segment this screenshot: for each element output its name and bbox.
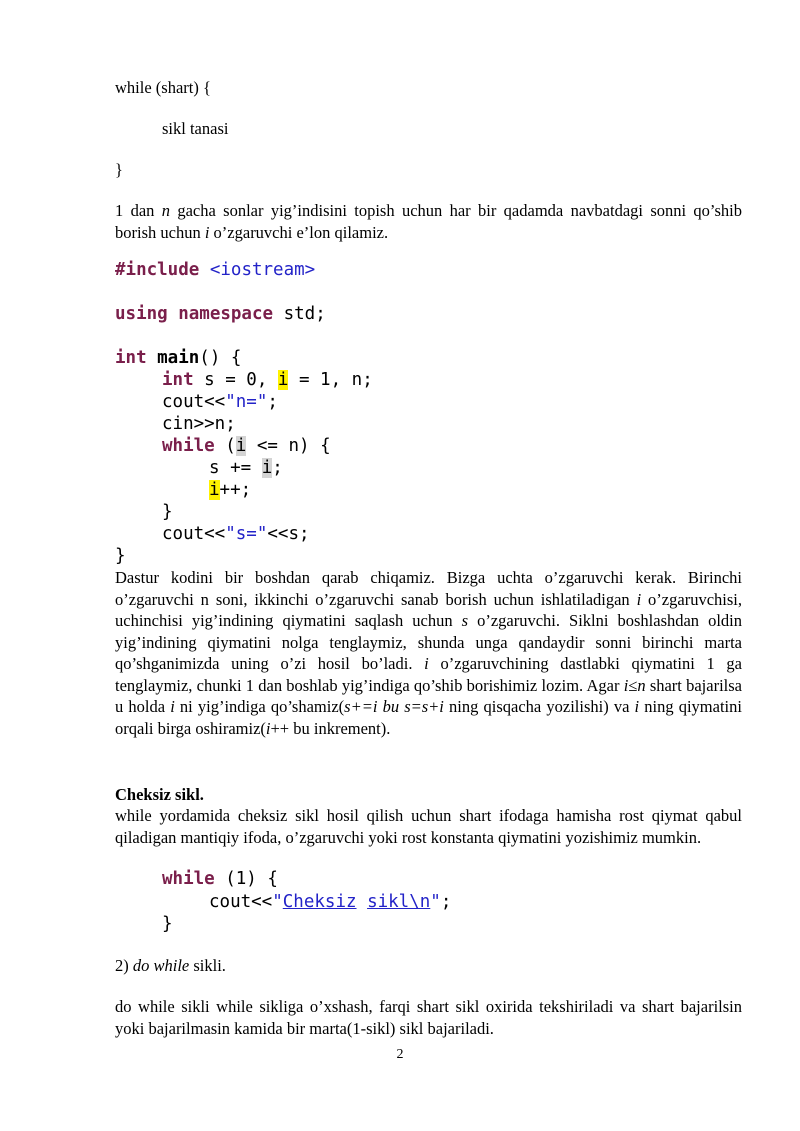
- code-string: ": [430, 892, 441, 912]
- code-text: <= n) {: [246, 436, 331, 456]
- code-line-main: [115, 347, 241, 369]
- code-line-close-infinite: }: [162, 914, 173, 934]
- code-line-while-1: [162, 868, 278, 890]
- code-variable-highlight: i: [277, 370, 289, 390]
- code-text: s +=: [209, 458, 262, 478]
- code-text: ;: [267, 392, 278, 412]
- text-run: o’zgaruvchi. Siklni boshlashdan oldin yig’indining qiymatini nolga tenglaymiz, shunda unga qandaydir sonni birinchi marta qo’shganimizda uning o’zi hosil bo’ladi.: [115, 611, 743, 673]
- text-italic: s: [461, 611, 469, 630]
- text-italic: i: [634, 697, 640, 716]
- code-keyword: int: [115, 348, 147, 368]
- code-variable-highlight: i: [261, 458, 273, 478]
- page-number: 2: [396, 1047, 404, 1062]
- code-line-close-while: }: [162, 502, 173, 522]
- code-text: ;: [272, 458, 283, 478]
- code-string: ": [272, 892, 283, 912]
- syntax-line-body: sikl tanasi: [162, 119, 229, 138]
- text-run: Dastur kodini bir boshdan qarab chiqamiz. Bizga uchta o’zgaruvchi kerak. Birinchi o’zgaruvchi n soni, ikkinchi o’zgaruvchi sanab borish uchun ishlatiladigan: [115, 568, 742, 609]
- text-italic: i: [265, 718, 271, 738]
- section-heading: Cheksiz sikl.: [115, 785, 204, 804]
- text-italic: s+=i bu s=s+i: [344, 697, 444, 716]
- text-run: ++ bu inkrement).: [270, 718, 391, 738]
- text-run: ni yig’indiga qo’shamiz(: [174, 697, 345, 716]
- code-text: <<s;: [267, 524, 310, 544]
- code-variable-highlight: i: [235, 436, 247, 456]
- code-string: Cheksiz: [282, 892, 357, 912]
- code-text: (1) {: [214, 869, 278, 889]
- code-string: "n=": [225, 392, 268, 412]
- text-run: o’zgaruvchisi, uchinchisi yig’indining qiymatini saqlash uchun: [115, 589, 742, 630]
- text-run: o’zgaruvchining dastlabki qiymatini 1 ga tenglaymiz, chunki 1 dan boshlab yig’indiga qo’shib borishimiz lozim. Agar: [115, 654, 742, 695]
- list-item-do-while: [115, 955, 742, 977]
- paragraph-intro: [115, 200, 742, 243]
- code-keyword: using namespace: [115, 304, 274, 324]
- code-text: cout<<: [209, 892, 273, 912]
- code-string: [357, 892, 368, 912]
- code-text: cout<<: [162, 524, 226, 544]
- text-run: 1 dan: [115, 201, 162, 220]
- code-text: = 1, n;: [288, 370, 373, 390]
- code-text: () {: [199, 348, 242, 368]
- paragraph-explanation: [115, 567, 742, 739]
- text-run: o’zgaruvchi e’lon qilamiz.: [209, 222, 389, 242]
- code-text: (: [214, 436, 236, 456]
- syntax-line-while: while (shart) {: [115, 78, 211, 97]
- text-run: shart bajarilsa u holda: [115, 675, 742, 716]
- code-line-cout-s: [162, 523, 310, 545]
- code-string: "s=": [225, 524, 268, 544]
- code-line-while: [162, 435, 331, 457]
- text-italic: i≤n: [623, 675, 646, 695]
- code-keyword: #include: [115, 260, 200, 280]
- code-line-close-main: }: [115, 546, 126, 566]
- code-keyword: while: [162, 436, 215, 456]
- text-italic: i: [636, 589, 642, 609]
- text-run: ning qiymatini orqali birga oshiramiz(: [115, 697, 742, 738]
- text-italic: do while: [132, 956, 190, 975]
- text-run: sikli.: [189, 956, 226, 975]
- code-string: sikl\n: [367, 892, 431, 912]
- text-run: ning qisqacha yozilishi) va: [443, 697, 635, 716]
- paragraph-infinite-loop: while yordamida cheksiz sikl hosil qilish uchun shart ifodaga hamisha rost qiymat qabul qiladigan mantiqiy ifoda, o’zgaruvchi yoki rost konstanta qiymatini yozishimiz mumkin.: [115, 806, 742, 847]
- text-italic: i: [424, 654, 429, 673]
- code-variable-highlight: i: [209, 480, 220, 500]
- code-text: std;: [273, 304, 326, 324]
- code-text: s = 0,: [193, 370, 278, 390]
- code-text: ;: [440, 892, 452, 912]
- text-italic: i: [204, 222, 210, 242]
- syntax-line-close: }: [115, 160, 123, 179]
- code-line-include: [115, 259, 315, 281]
- code-line-decl: [162, 369, 373, 391]
- code-header: <iostream>: [199, 260, 316, 280]
- text-italic: i: [170, 697, 175, 716]
- code-line-cin: cin>>n;: [162, 414, 236, 434]
- code-line-cout-infinite: [209, 891, 451, 913]
- paragraph-do-while: do while sikli while sikliga o’xshash, farqi shart sikl oxirida tekshiriladi va shart bajarilsin yoki bajarilmasin kamida bir marta(1-sikl) sikl bajariladi.: [115, 997, 742, 1038]
- code-line-cout-n: [162, 391, 278, 413]
- code-line-increment: [209, 479, 251, 501]
- code-function: main: [146, 348, 200, 368]
- code-keyword: int: [162, 370, 194, 390]
- code-keyword: while: [162, 869, 215, 889]
- code-line-using: [115, 303, 326, 325]
- text-italic: n: [161, 201, 171, 220]
- text-run: gacha sonlar yig’indisini topish uchun har bir qadamda navbatdagi sonni qo’shib borish uchun: [115, 201, 742, 242]
- code-text: cout<<: [162, 392, 226, 412]
- code-line-sum: [209, 457, 283, 479]
- text-run: 2): [115, 956, 133, 975]
- code-text: ++;: [219, 480, 252, 500]
